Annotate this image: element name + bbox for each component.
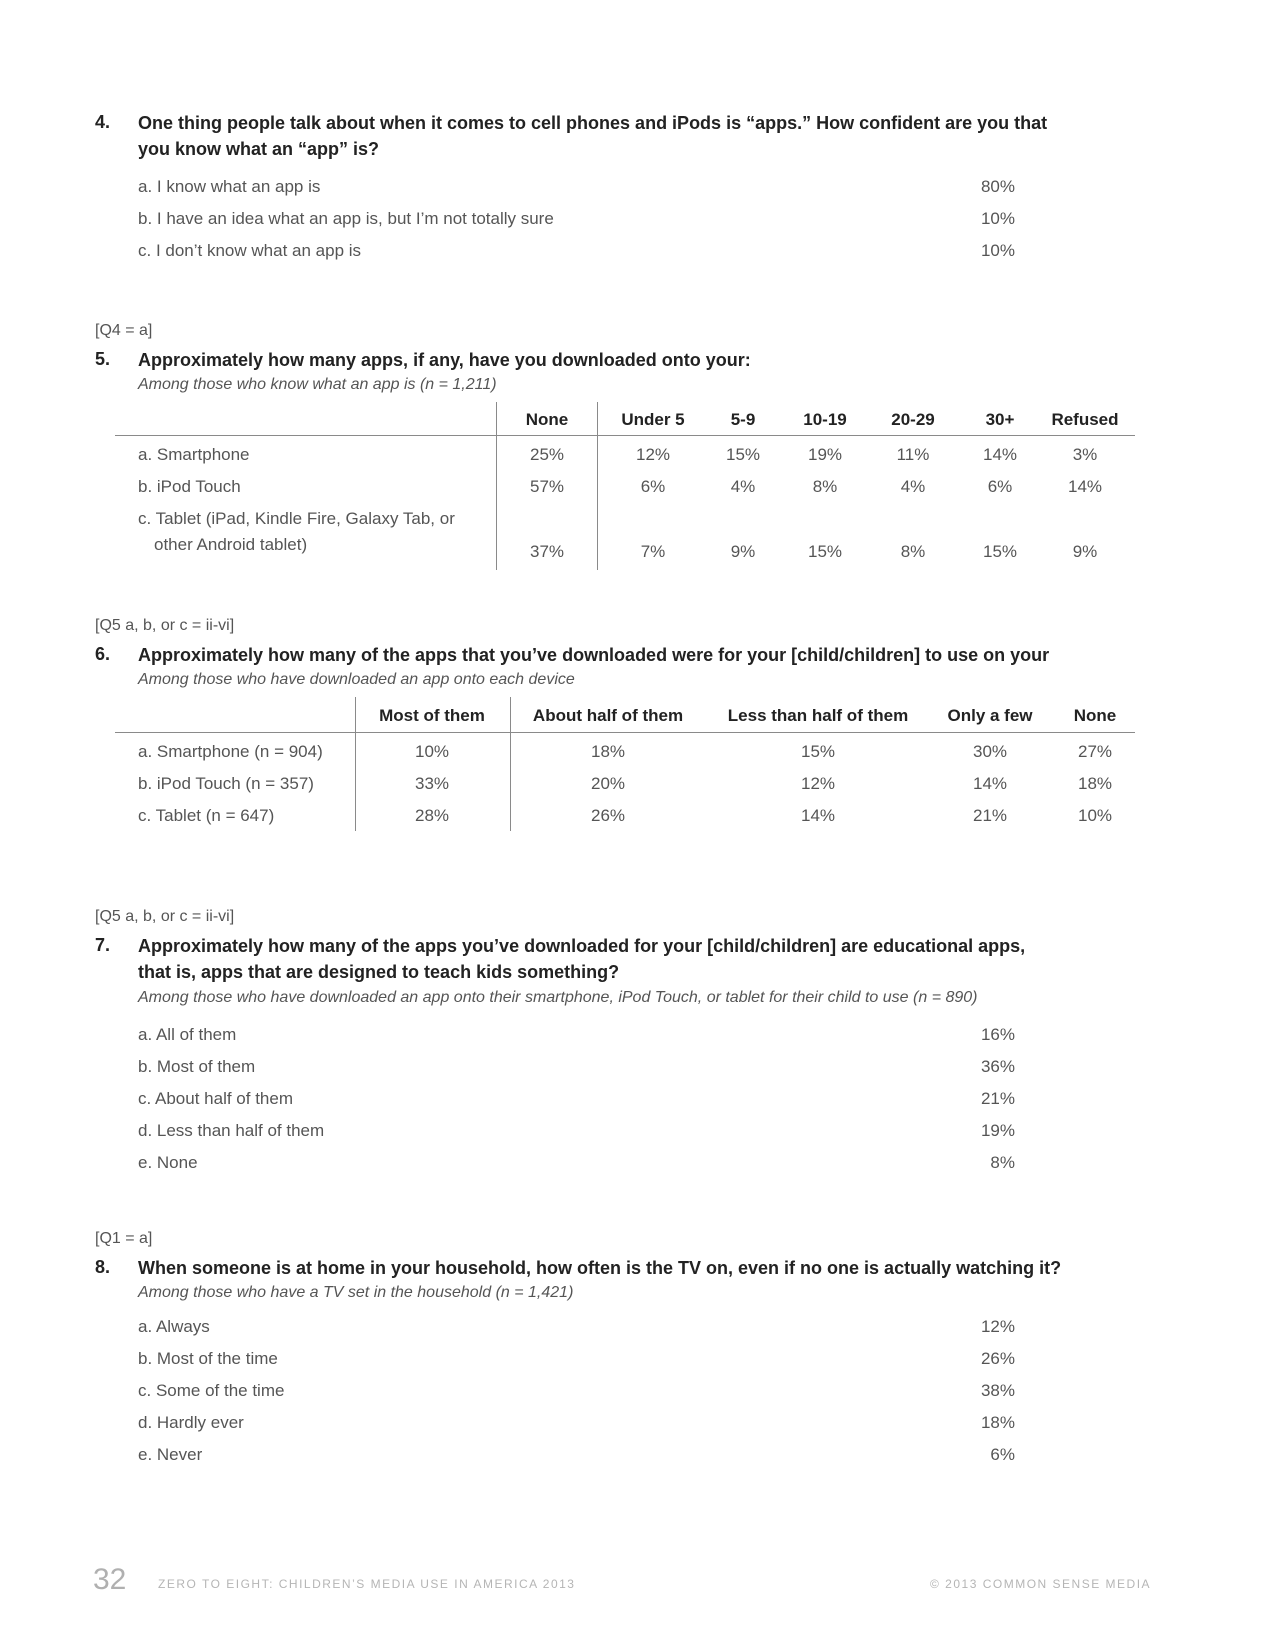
q5-row-b-20-29: 4% [900,477,926,496]
q5-row-c-5-9: 9% [730,542,756,561]
q4-value-c: 10% [980,241,1015,260]
q7-option-e: e. None [138,1153,198,1172]
q6-row-b-none: 18% [1077,774,1113,793]
question-7-text [138,933,1148,985]
q6-row-a-only-a-few: 30% [972,742,1008,761]
q7-option-a: a. All of them [138,1025,237,1044]
question-5-number: 5. [95,349,111,369]
q5-row-c-under5: 7% [640,542,666,561]
q7-option-b: b. Most of them [138,1057,256,1076]
q6-col-none: None [1073,706,1117,725]
q5-row-a-under5: 12% [635,445,671,464]
q8-option-a: a. Always [138,1317,210,1336]
q4-value-b: 10% [980,209,1015,228]
question-4-text [138,110,1148,162]
q7-value-b: 36% [980,1057,1015,1076]
q6-col-less-than-half: Less than half of them [727,706,909,725]
question-7-text-line1: Approximately how many of the apps you’ve downloaded for your [child/children] are educational apps, [138,936,1026,956]
q5-base: Among those who know what an app is (n = 1,211) [138,376,497,393]
q5-row-b-30plus: 6% [987,477,1013,496]
q8-value-d: 18% [980,1413,1015,1432]
question-4-text-line2: you know what an “app” is? [138,139,380,159]
q5-row-b-under5: 6% [640,477,666,496]
q5-divider-vertical-1 [496,402,497,570]
q5-row-a-none: 25% [529,445,565,464]
q6-row-a-about-half: 18% [590,742,626,761]
q8-option-b: b. Most of the time [138,1349,278,1368]
q5-divider-vertical-2 [597,402,598,570]
q4-value-a: 80% [980,177,1015,196]
question-8-number: 8. [95,1257,111,1277]
q5-col-30plus: 30+ [985,410,1015,429]
question-6-number: 6. [95,644,111,664]
q5-row-a-10-19: 19% [807,445,843,464]
q5-row-c-refused: 9% [1072,542,1098,561]
q4-option-c: c. I don’t know what an app is [138,241,362,260]
question-7-text-line2: that is, apps that are designed to teach kids something? [138,962,620,982]
q7-base: Among those who have downloaded an app onto their smartphone, iPod Touch, or tablet for their child to use (n = 890) [138,989,978,1006]
q5-row-b-10-19: 8% [812,477,838,496]
q7-filter: [Q5 a, b, or c = ii-vi] [95,908,235,925]
q6-col-most: Most of them [379,706,485,725]
q7-option-c: c. About half of them [138,1089,293,1108]
q8-filter: [Q1 = a] [95,1230,153,1247]
q6-row-c-most: 28% [414,806,450,825]
q7-value-c: 21% [980,1089,1015,1108]
q6-row-c-only-a-few: 21% [972,806,1008,825]
q6-base: Among those who have downloaded an app onto each device [138,671,575,688]
page-number: 32 [93,1563,127,1596]
q5-col-5-9: 5-9 [730,410,756,429]
q5-row-a-20-29: 11% [896,445,930,464]
q4-option-b: b. I have an idea what an app is, but I’m not totally sure [138,209,554,228]
q5-row-b-refused: 14% [1067,477,1103,496]
q5-row-c-label-line2: other Android tablet) [154,535,308,554]
q5-row-a-30plus: 14% [982,445,1018,464]
footer-copyright: © 2013 COMMON SENSE MEDIA [930,1577,1152,1591]
q6-header-rule [115,732,1135,733]
q6-row-b-only-a-few: 14% [972,774,1008,793]
question-4-text-line1: One thing people talk about when it comes to cell phones and iPods is “apps.” How confident are you that [138,113,1048,133]
question-8-text: When someone is at home in your household, how often is the TV on, even if no one is actually watching it? [138,1258,1062,1278]
q5-row-b-5-9: 4% [730,477,756,496]
q5-col-refused: Refused [1051,410,1119,429]
q5-row-c-none: 37% [529,542,565,561]
q5-row-b-label: b. iPod Touch [138,477,241,496]
q5-row-c-30plus: 15% [982,542,1018,561]
q5-col-10-19: 10-19 [803,410,847,429]
q6-row-c-label: c. Tablet (n = 647) [138,806,275,825]
question-5-text: Approximately how many apps, if any, have you downloaded onto your: [138,350,751,370]
q5-col-under5: Under 5 [621,410,685,429]
q8-value-b: 26% [980,1349,1015,1368]
question-6-text: Approximately how many of the apps that you’ve downloaded were for your [child/children] to use on your [138,645,1050,665]
q6-row-a-none: 27% [1077,742,1113,761]
q5-col-none: None [525,410,569,429]
footer-title: ZERO TO EIGHT: CHILDREN’S MEDIA USE IN AMERICA 2013 [158,1577,576,1591]
q5-row-a-label: a. Smartphone [138,445,250,464]
q8-value-a: 12% [980,1317,1015,1336]
q8-option-e: e. Never [138,1445,203,1464]
q6-row-b-most: 33% [414,774,450,793]
q5-row-c-label-line1: c. Tablet (iPad, Kindle Fire, Galaxy Tab, or [138,509,455,528]
q6-row-c-less-than-half: 14% [800,806,836,825]
q6-row-a-less-than-half: 15% [800,742,836,761]
q6-row-b-less-than-half: 12% [800,774,836,793]
q5-row-c-10-19: 15% [807,542,843,561]
q6-row-b-about-half: 20% [590,774,626,793]
q6-col-about-half: About half of them [532,706,684,725]
q7-option-d: d. Less than half of them [138,1121,325,1140]
q6-filter: [Q5 a, b, or c = ii-vi] [95,617,235,634]
q5-header-rule [115,435,1135,436]
q5-row-a-5-9: 15% [725,445,761,464]
q6-row-a-label: a. Smartphone (n = 904) [138,742,323,761]
q8-value-e: 6% [990,1445,1015,1464]
question-4-number: 4. [95,112,111,132]
q7-value-d: 19% [980,1121,1015,1140]
q6-divider-vertical-2 [510,697,511,831]
q6-col-only-a-few: Only a few [947,706,1033,725]
q8-option-d: d. Hardly ever [138,1413,244,1432]
q7-value-e: 8% [990,1153,1015,1172]
q6-divider-vertical-1 [355,697,356,831]
q4-option-a: a. I know what an app is [138,177,321,196]
q6-row-b-label: b. iPod Touch (n = 357) [138,774,314,793]
q8-base: Among those who have a TV set in the household (n = 1,421) [138,1284,574,1301]
q8-option-c: c. Some of the time [138,1381,285,1400]
q5-filter: [Q4 = a] [95,322,153,339]
q5-row-b-none: 57% [529,477,565,496]
q5-col-20-29: 20-29 [891,410,935,429]
question-7-number: 7. [95,935,111,955]
q6-row-a-most: 10% [414,742,450,761]
q6-row-c-none: 10% [1077,806,1113,825]
q6-row-c-about-half: 26% [590,806,626,825]
q7-value-a: 16% [980,1025,1015,1044]
q8-value-c: 38% [980,1381,1015,1400]
q5-row-c-label [138,506,455,558]
q5-row-a-refused: 3% [1072,445,1098,464]
q5-row-c-20-29: 8% [900,542,926,561]
